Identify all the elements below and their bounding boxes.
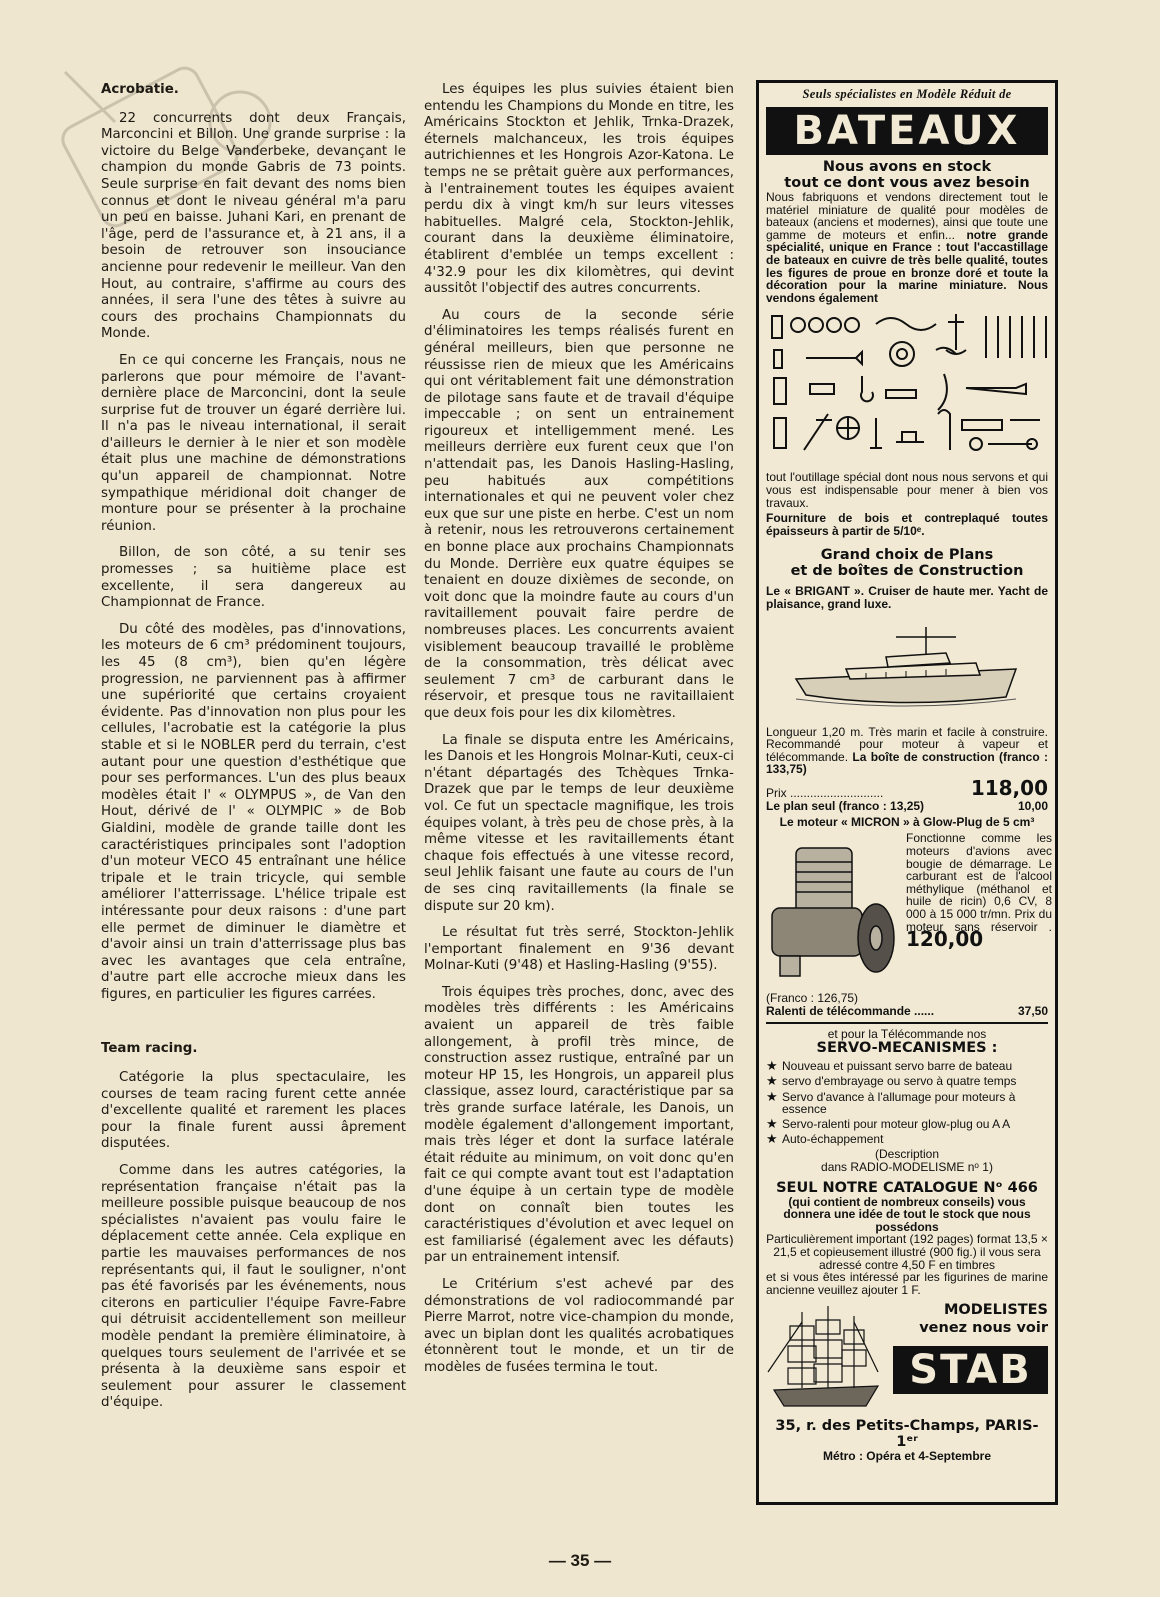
- section-heading-acrobatie: Acrobatie.: [101, 82, 179, 97]
- article-column-middle: [424, 82, 734, 1387]
- ad-catalogue-title: SEUL NOTRE CATALOGUE Nᵒ 466: [776, 1179, 1038, 1196]
- ad-motor-block: [766, 815, 1052, 992]
- paragraph: Billon, de son côté, a su tenir ses promesses ; sa huitième place est excellente, il sera dangereux au Championnat de France.: [101, 545, 406, 611]
- ad-desc-note: (Description: [874, 1147, 940, 1162]
- sailing-ship-illustration: [766, 1302, 886, 1412]
- ad-address: 35, r. des Petits-Champs, PARIS-1ᵉʳ: [775, 1418, 1039, 1451]
- ad-servo-label: Auto-échappement: [782, 1132, 884, 1147]
- ad-boat-box: La boîte de construction (franco : 133,75): [766, 749, 1048, 777]
- ad-motor-description: [906, 831, 1052, 952]
- ad-tools-text: tout l'outillage spécial dont nous nous servons et qui vous est indispensable pour mener à bien vos travaux.: [766, 470, 1048, 510]
- brigant-yacht-illustration: [766, 617, 1052, 717]
- ad-servo-list: [766, 1060, 1048, 1145]
- ad-servo-label: Nouveau et puissant servo barre de bateau: [782, 1059, 1013, 1074]
- ad-motor-desc: Fonctionne comme les moteurs d'avions avec bougie de démarrage. Le carburant est de l'alcool méthylique (méthanol et huile de ricin) 0,6 CV, 8 000 à 15 000 tr/mn. Prix du moteur sans réservoir .: [906, 831, 1052, 934]
- paragraph: Les équipes les plus suivies étaient bien entendu les Champions du Monde en titre, les Américains Stockton et Jehlik, Trnka-Drazek, éternels malchanceux, les trois équipes autrichiennes et les Hongrois Azor-Katona. Le temps ne se prêtait guère aux performances, à l'entrainement toutes les équipes avaient perdu dix à vingt km/h sur leurs vitesses habituelles. Malgré cela, Stockton-Jehlik, courant dans la deuxième éliminatoire, établirent d'emblée un temps excellent : 4'32.9 pour les dix kilomètres, qui devint aussitôt l'objectif des autres concurrents.: [424, 82, 734, 297]
- ad-plans-heading-1: Grand choix de Plans: [820, 547, 994, 564]
- paragraph: Trois équipes très proches, donc, avec des modèles très différents : les Américains avaient un appareil de très faible allongement, à profil très mince, de construction assez rustique, entraîné par un moteur HP 15, les Hongrois, un appareil plus classique, assez lourd, caractéristique par sa très grande surface latérale, les Danois, un modèle également d'allongement important, mais très léger et dont la surface latérale était réduite au minimum, on voit donc qu'en fait ce qui compte avant tout est l'adaptation d'une équipe à un certain type de modèle dont on connaît bien toutes les caractéristiques d'évolution et avec lequel on est familiarisé (également avec les défauts) par un entrainement intensif.: [424, 984, 734, 1266]
- ad-ralenti-price: 37,50: [1017, 1004, 1048, 1019]
- ad-ralenti-label: Ralenti de télécommande ......: [766, 1004, 935, 1019]
- star-icon: ★: [766, 1088, 778, 1104]
- section-heading-team-racing: Team racing.: [101, 1041, 198, 1057]
- paragraph: Au cours de la seconde série d'éliminatoires les temps réalisés furent en général meilleurs, bien que personne ne réussisse rien de mieux que les Américains qui ont véritablement fait une démonstration de pilotage sans faute et de travail d'équipe impeccable ; on sent un entrainement rigoureux et intelligemment mené. Les meilleurs derrière eux furent ceux que l'on n'attendait pas, les Danois Hasling-Hasling, peu habitués aux compétitions internationales et qui ne peuvent voler chez eux que sur une piste en herbe. C'est un nom à retenir, nous les retrouverons certainement en bonne place aux prochains Championnats du Monde. Derrière eux quatre équipes se tenaient en douze dixièmes de seconde, on voit donc que la moindre faute au cours d'un ravitaillement pouvait faire perdre de nombreuses places. Les concurrents avaient visiblement beaucoup travaillé le problème de la consommation, très délicat avec seulement 7 cm³ de carburant dans le réservoir, et presque tous ne ravitaillaient que deux fois pour les dix kilomètres.: [424, 307, 734, 721]
- ad-plan-price: 10,00: [1017, 798, 1048, 813]
- ad-boat-desc: Longueur 1,20 m. Très marin et facile à construire. Recommandé pour moteur à vapeur et télécommande.: [766, 724, 1048, 764]
- ad-brigant-title: Le « BRIGANT ». Cruiser de haute mer. Yacht de plaisance, grand luxe.: [766, 584, 1048, 611]
- ad-modelistes: MODELISTES: [943, 1302, 1048, 1319]
- ad-catalogue-desc: (qui contient de nombreux conseils) vous donnera une idée de tout le stock que nous possédons: [783, 1194, 1031, 1234]
- paragraph: Du côté des modèles, pas d'innovations, les moteurs de 6 cm³ prédominent toujours, les 45 (8 cm³), bien qu'en légère progression, ne parviennent pas à affirmer une supériorité que certains croyaient évidente. Pas d'innovation non plus pour les cellules, l'acrobatie est la catégorie la plus stable et si le NOBLER perd du terrain, c'est autant pour une question d'esthétique que pour ses performances. L'un des plus beaux modèles était l' « OLYMPUS », de Van den Hout, dérivé de l' « OLYMPIC » de Bob Gialdini, modèle de grande taille dont les caractéristiques principales sont l'adoption d'un moteur VECO 45 entraînant une hélice tripale et le train tricycle, qui semble améliorer l'atterrissage. L'hélice tripale est intéressante pour deux raisons : d'une part elle permet de diminuer le diamètre et d'avoir ainsi un train d'atterrissage plus bas avec les avantages que cela entraîne, d'autre part elle accroche mieux dans les figures, en particulier les figures carrées.: [101, 621, 406, 1002]
- ad-servo-intro: et pour la Télécommande nos: [827, 1026, 987, 1041]
- micron-engine-illustration: [766, 838, 898, 988]
- ad-intro-b: notre grande spécialité, unique en France : tout l'accastillage de bateaux en cuivre de très belle qualité, toutes les figures de proue en bronze doré et toute la décoration pour la marine miniature. Nous vendons également: [766, 227, 1049, 305]
- ad-prix-label: Prix ............................: [766, 786, 884, 801]
- paragraph: La finale se disputa entre les Américains, les Danois et les Hongrois Molnar-Kuti, ceux-ci n'étant départagés des Tchèques Trnka-Drazek que par le temps de leur deuxième vol. Ce fut un spectacle magnifique, les trois équipes volant, à très peu de chose près, à la même vitesse et les ravitaillements étant chaque fois effectués à une vitesse record, seul Jehlik faisant une faute au cours de l'un de ses cinq ravitaillements (la finale se dispute sur 20 km).: [424, 732, 734, 914]
- ad-tagline: Seuls spécialistes en Modèle Réduit de: [802, 87, 1012, 101]
- ad-servo-label: Servo d'avance à l'allumage pour moteurs à essence: [782, 1089, 1016, 1116]
- ad-divider: [766, 1022, 1048, 1024]
- ad-wood-supply: Fourniture de bois et contreplaqué toutes épaisseurs à partir de 5/10ᵉ.: [766, 511, 1048, 538]
- ad-boat-price: 118,00: [970, 775, 1048, 800]
- ad-plans-heading-2: et de boîtes de Construction: [790, 563, 1024, 580]
- star-icon: ★: [766, 1116, 778, 1132]
- ad-servo-title: SERVO-MECANISMES :: [816, 1040, 998, 1057]
- ad-boat-price-row: [766, 776, 1048, 800]
- star-icon: ★: [766, 1073, 778, 1089]
- paragraph: Comme dans les autres catégories, la représentation française n'était pas la meilleure possible puisque beaucoup de nos spécialistes n'avaient pas voulu faire le déplacement cette année. Cela explique en partie les mauvaises performances de nos représentants qui, il faut le souligner, n'ont pas été favorisés par les événements, nous citerons en particulier l'équipe Favre-Fabre qui détruisit accidentellement son meilleur modèle pendant la première éliminatoire, à quelques tours seulement de l'arrivée et se présenta à la deuxième sans espoir et seulement pour assurer le classement d'équipe.: [101, 1163, 406, 1411]
- ad-plan-label: Le plan seul (franco : 13,25): [766, 798, 925, 813]
- paragraph: 22 concurrents dont deux Français, Marconcini et Billon. Une grande surprise : la victoire du Belge Vanderbeke, devançant le champion du monde Gabris de 73 points. Seule surprise en fait devant des noms bien connus et dont le niveau général m'a paru un peu en baisse. Juhani Kari, en prenant de l'âge, perd de l'assurance et, à 21 ans, il a besoin de retrouver son insouciance ancienne pour redevenir le meilleur. Van den Hout, au contraire, s'affirme au cours des années, il sera l'une des têtes à suivre au cours des prochains Championnats du Monde.: [101, 110, 406, 342]
- ad-stock-line-2: tout ce dont vous avez besoin: [784, 175, 1030, 191]
- boat-fittings-illustration: [766, 310, 1052, 458]
- stab-logo: STAB: [893, 1346, 1048, 1394]
- ad-ralenti-row: [766, 1005, 1048, 1018]
- paragraph: Le résultat fut très serré, Stockton-Jehlik l'emportant finalement en 9'36 devant Molnar-Kuti (9'48) et Hasling-Hasling (9'55).: [424, 925, 734, 974]
- ad-servo-item: [766, 1133, 1048, 1145]
- paragraph: Le Critérium s'est achevé par des démonstrations de vol radiocommandé par Pierre Marrot, notre vice-champion du monde, avec un biplan dont les qualités acrobatiques étonnèrent tout le monde, et un tir de modèles de fusées termina le tout.: [424, 1276, 734, 1375]
- paragraph: En ce qui concerne les Français, nous ne parlerons que pour mémoire de l'avant-dernière place de Marconcini, dont la seule surprise fut de trouver un égaré derrière lui. Il n'a pas le niveau international, il serait d'ailleurs le dernier à le nier et son modèle était plus une machine de démonstrations qu'un appareil de championnat. Notre sympathique méridional doit changer de monture pour se présenter à la prochaine réunion.: [101, 352, 406, 534]
- ad-metro: Métro : Opéra et 4-Septembre: [822, 1449, 992, 1464]
- ad-footer-block: [766, 1302, 1048, 1412]
- ad-servo-item: [766, 1075, 1048, 1087]
- ad-desc-note-2: dans RADIO-MODELISME nᵒ 1): [821, 1160, 993, 1175]
- ad-motor-price: 120,00: [906, 927, 984, 952]
- ad-plan-row: [766, 800, 1048, 813]
- ad-boat-description: [766, 726, 1048, 776]
- ad-catalogue-figurines: et si vous êtes intéressé par les figurines de marine ancienne veuillez ajouter 1 F.: [766, 1270, 1048, 1297]
- ad-servo-label: servo d'embrayage ou servo à quatre temps: [782, 1074, 1017, 1089]
- ad-servo-item: [766, 1060, 1048, 1072]
- ad-stock-line-1: Nous avons en stock: [822, 159, 992, 175]
- paragraph: Catégorie la plus spectaculaire, les courses de team racing furent cette année d'excellente qualité et rarement les places pour la finale furent aussi âprement disputées.: [101, 1070, 406, 1152]
- ad-franco: (Franco : 126,75): [766, 991, 859, 1006]
- ad-brand-bateaux: BATEAUX: [766, 107, 1048, 155]
- ad-intro-a: Nous fabriquons et vendons directement tout le matériel miniature de qualité pour modèles de bateaux (anciens et modernes), ainsi que toute une gamme de moteurs et enfin...: [766, 190, 1048, 242]
- star-icon: ★: [766, 1131, 778, 1147]
- article-column-left: [101, 82, 406, 1422]
- ad-venez: venez nous voir: [919, 1320, 1048, 1337]
- ad-intro: [766, 191, 1048, 304]
- star-icon: ★: [766, 1058, 778, 1074]
- ad-servo-item: [766, 1118, 1048, 1130]
- ad-servo-label: Servo-ralenti pour moteur glow-plug ou A A: [782, 1117, 1011, 1132]
- page-number: — 35 —: [548, 1551, 612, 1570]
- ad-catalogue-details: Particulièrement important (192 pages) format 13,5 × 21,5 et copieusement illustré (900 fig.) il vous sera adressé contre 4,50 F en timbres: [766, 1232, 1048, 1272]
- ad-servo-item: [766, 1088, 1048, 1116]
- stab-advertisement: [756, 80, 1058, 1505]
- ad-motor-title: Le moteur « MICRON » à Glow-Plug de 5 cm³: [779, 815, 1035, 830]
